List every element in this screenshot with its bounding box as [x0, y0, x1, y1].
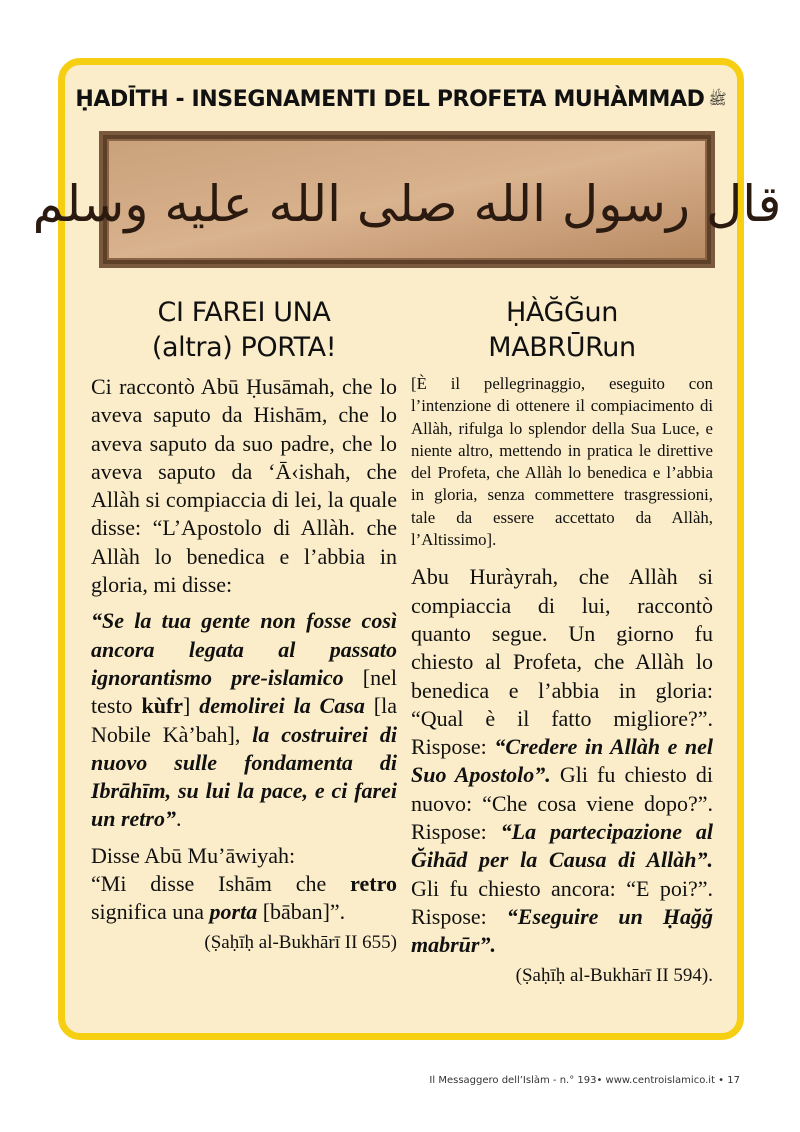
left-reference: (Ṣaḥīḥ al-Bukhārī II 655): [204, 931, 397, 953]
left-speaker: Disse Abū Mu’āwiyah:: [91, 842, 296, 868]
right-column: [411, 295, 713, 987]
quote-segment: “Eseguire un Ḥağğ mabrūr”.: [411, 903, 713, 958]
quote-segment: la costruirei di nuovo sulle fondamenta di Ibrāhīm, su lui la pace, e ci farei un retro”: [91, 721, 397, 832]
text-segment: Gli fu chiesto di nuovo: “Che cosa viene dopo?”. Rispose:: [411, 762, 713, 845]
page-header: [65, 87, 737, 112]
left-intro: Ci raccontò Abū Ḥusāmah, che lo aveva saputo da Hishām, che lo aveva saputo da suo padre, che lo aveva saputo da ‘Ā‹ishah, che Allàh si compiaccia di lei, la quale disse: “L’Apostolo di Allàh. che Allàh lo benedica e l’abbia in gloria, mi disse:: [91, 374, 397, 598]
left-column: [91, 295, 397, 954]
calligraphy-banner: [32, 131, 782, 268]
right-title-line2: MABRŪRun: [488, 332, 636, 363]
right-body: [411, 563, 713, 959]
text-segment: “Mi disse Ishām che: [91, 871, 351, 897]
arabic-calligraphy: قال رسول الله صلى الله عليه وسلم: [32, 175, 782, 233]
text-segment: [nel testo: [91, 664, 397, 719]
left-explanation: [91, 870, 397, 927]
quote-segment: “Se la tua gente non fosse così ancora legata al passato ignorantismo pre-islamico: [91, 608, 397, 690]
left-title: [91, 295, 397, 365]
text-segment: .: [175, 806, 182, 832]
right-title-line1: ḤÀĞĞun: [506, 297, 618, 328]
honorific-symbol: ﷺ: [708, 90, 727, 108]
text-segment: ]: [183, 693, 200, 719]
right-note: [È il pellegrinaggio, eseguito con l’intenzione di ottenere il compiacimento di Allàh, rifulga lo splendor della Sua Luce, e niente altro, mettendo in pratica le direttive del Profeta, che Allàh lo benedica e l’abbia in gloria, senza commettere trasgressioni, tale da essere accettato da Allàh, l’Altissimo].: [411, 374, 713, 550]
right-title: [411, 295, 713, 365]
page-footer: Il Messaggero dell’Islàm - n.° 193• www.centroislamico.it • 17: [429, 1075, 740, 1086]
text-segment: [la Nobile Kà’bah],: [91, 693, 397, 747]
right-reference: (Ṣaḥīḥ al-Bukhārī II 594).: [515, 964, 713, 986]
left-title-line2: (altra) PORTA!: [151, 332, 337, 363]
text-segment: Gli fu chiesto ancora: “E poi?”. Rispose:: [411, 875, 713, 929]
quote-segment: “La partecipazione al Ğihād per la Causa di Allàh”.: [411, 819, 713, 873]
left-title-line1: CI FAREI UNA: [157, 297, 331, 328]
hadith-panel: [32, 58, 782, 1040]
left-quote: [91, 607, 397, 833]
header-title: ḤADĪTH - INSEGNAMENTI DEL PROFETA MUHÀMMAD: [75, 87, 705, 112]
kufr-term: kùfr: [141, 693, 184, 719]
text-segment: significa una: [91, 899, 210, 925]
retro-term: retro: [350, 871, 397, 897]
quote-segment: demolirei la Casa: [199, 693, 365, 719]
quote-segment: “Credere in Allàh e nel Suo Apostolo”.: [411, 734, 713, 788]
porta-term: porta: [209, 899, 258, 925]
text-segment: [bāban]”.: [257, 899, 346, 925]
text-segment: Abu Huràyrah, che Allàh si compiaccia di lui, raccontò quanto segue. Un giorno fu chiesto al Profeta, che Allàh lo benedica e l’abbia in gloria: “Qual è il fatto migliore?”. Rispose:: [411, 564, 713, 760]
